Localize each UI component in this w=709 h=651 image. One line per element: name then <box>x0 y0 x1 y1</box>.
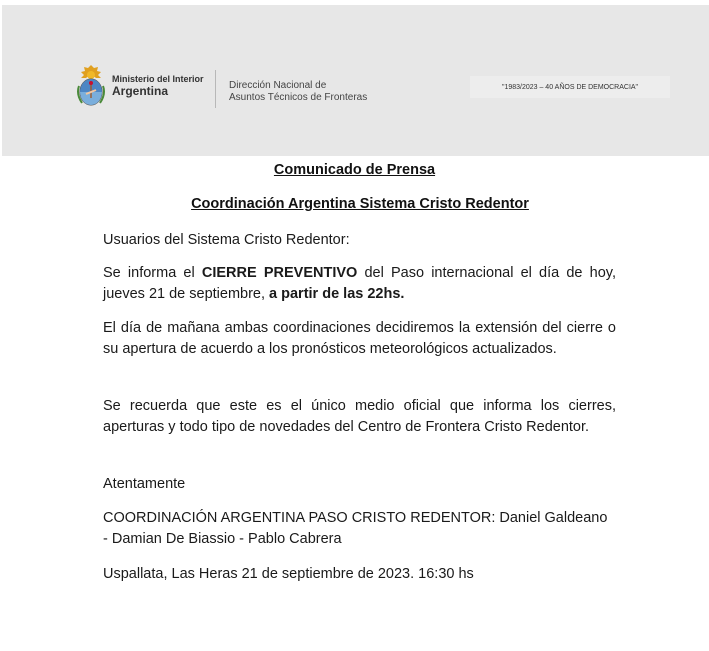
place-date: Uspallata, Las Heras 21 de septiembre de 2023. 16:30 hs <box>103 566 474 582</box>
country-name: Argentina <box>112 83 169 98</box>
closing: Atentamente <box>103 476 186 492</box>
paragraph-official-channel: Se recuerda que este es el único medio oficial que informa los cierres, aperturas y todo tipo de novedades del Centro de Frontera Cristo Redentor. <box>103 398 616 435</box>
document-subtitle: Coordinación Argentina Sistema Cristo Redentor <box>191 196 529 212</box>
coat-of-arms-icon <box>76 64 106 109</box>
democracia-banner: "1983/2023 – 40 AÑOS DE DEMOCRACIA" <box>470 76 670 98</box>
p1-text-a: Se informa el <box>103 265 202 281</box>
direccion-nacional <box>229 80 367 104</box>
header-divider <box>215 70 216 108</box>
ministry-logo <box>76 64 204 109</box>
direccion-line1: Dirección Nacional de <box>229 80 327 91</box>
paragraph-extension: El día de mañana ambas coordinaciones decidiremos la extensión del cierre o su apertura de acuerdo a los pronósticos meteorológicos actualizados. <box>103 320 616 357</box>
greeting: Usuarios del Sistema Cristo Redentor: <box>103 232 350 248</box>
paragraph-closure <box>103 263 616 305</box>
ministry-name: Ministerio del Interior <box>112 74 204 85</box>
p1-text-b: del Paso internacional el día de hoy, jueves 21 de septiembre, <box>103 265 616 302</box>
document-title: Comunicado de Prensa <box>273 162 436 178</box>
signature: COORDINACIÓN ARGENTINA PASO CRISTO REDENTOR: Daniel Galdeano - Damian De Biassio - Pablo Cabrera <box>103 510 608 547</box>
direccion-line2: Asuntos Técnicos de Fronteras <box>229 92 368 103</box>
p1-bold-closure: CIERRE PREVENTIVO <box>201 265 358 281</box>
p1-bold-time: a partir de las 22hs. <box>269 286 405 302</box>
